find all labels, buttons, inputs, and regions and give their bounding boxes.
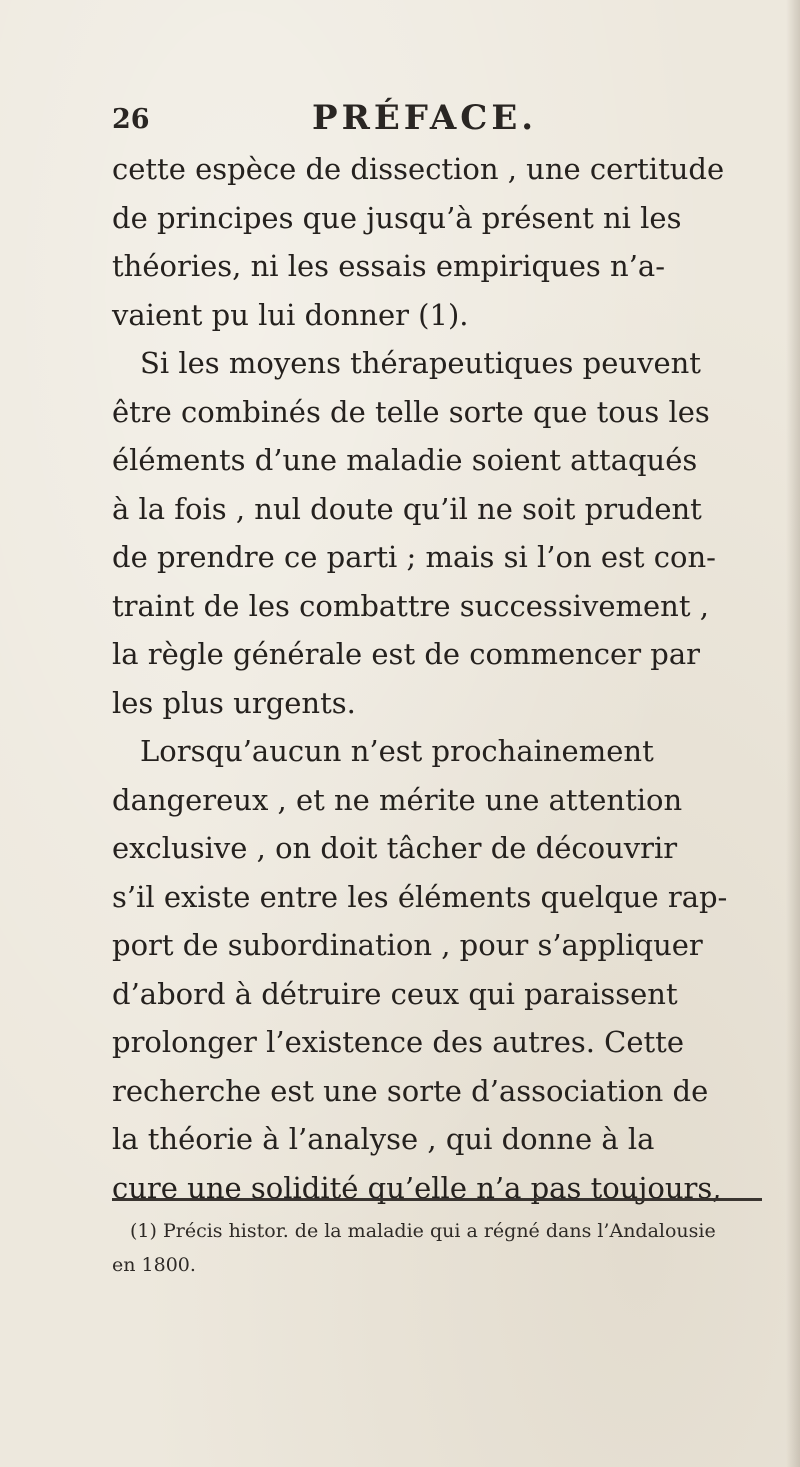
text-line: prolonger l’existence des autres. Cette — [112, 1025, 684, 1059]
body-text — [112, 145, 762, 1212]
text-line: être combinés de telle sorte que tous les — [112, 394, 710, 429]
text-line: Si les moyens thérapeutiques peuvent — [140, 346, 701, 380]
page-edge-shadow — [786, 0, 800, 1467]
text-line: cette espèce de dissection , une certitude — [112, 152, 725, 186]
text-line: cure une solidité qu’elle n’a pas toujours, — [112, 1170, 722, 1205]
text-line: éléments d’une maladie soient attaqués — [112, 443, 698, 477]
page-number: 26 — [112, 104, 150, 135]
text-line: de principes que jusqu’à présent ni les — [112, 200, 682, 235]
running-head: PRÉFACE. — [312, 98, 538, 138]
footnote — [112, 1214, 762, 1282]
text-line: la théorie à l’analyse , qui donne à la — [112, 1122, 655, 1156]
text-line: théories, ni les essais empiriques n’a- — [112, 249, 665, 283]
text-line: dangereux , et ne mérite une attention — [112, 782, 683, 817]
footnote-line: en 1800. — [112, 1254, 196, 1276]
footnote-line: (1) Précis histor. de la maladie qui a régné dans l’Andalousie — [130, 1220, 716, 1242]
text-line: les plus urgents. — [112, 685, 356, 720]
text-line: à la fois , nul doute qu’il ne soit prudent — [112, 491, 702, 526]
footnote-rule — [112, 1198, 762, 1201]
text-line: de prendre ce parti ; mais si l’on est con- — [112, 540, 716, 574]
text-line: Lorsqu’aucun n’est prochainement — [140, 734, 654, 768]
text-line: d’abord à détruire ceux qui paraissent — [112, 976, 678, 1011]
text-line: exclusive , on doit tâcher de découvrir — [112, 831, 678, 865]
text-line: la règle générale est de commencer par — [112, 637, 701, 671]
text-line: traint de les combattre successivement , — [112, 588, 709, 623]
text-line: s’il existe entre les éléments quelque rap- — [112, 879, 728, 914]
text-line: port de subordination , pour s’appliquer — [112, 928, 703, 962]
text-line: vaient pu lui donner (1). — [112, 297, 469, 332]
page-header — [112, 96, 752, 146]
text-line: recherche est une sorte d’association de — [112, 1073, 709, 1108]
